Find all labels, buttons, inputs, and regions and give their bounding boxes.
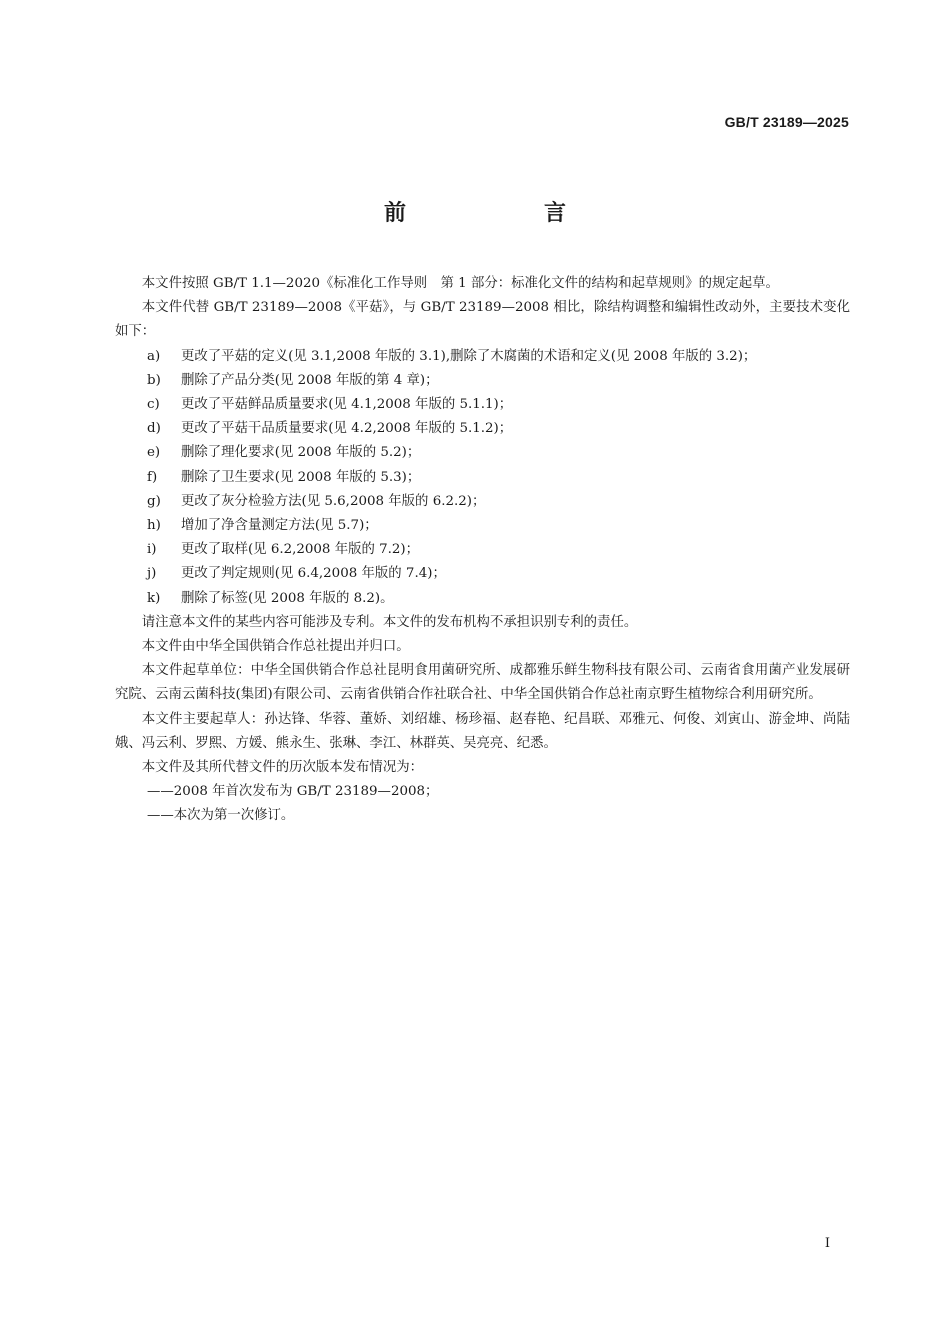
document-body — [115, 272, 850, 829]
paragraph-drafting-units: 本文件起草单位：中华全国供销合作总社昆明食用菌研究所、成都雅乐鲜生物科技有限公司、云南省食用菌产业发展研究院、云南云菌科技(集团)有限公司、云南省供销合作社联合社、中华全国供销合作总社南京野生植物综合利用研究所。 — [115, 663, 850, 703]
list-item: b) 删除了产品分类(见 2008 年版的第 4 章)； — [147, 372, 439, 388]
paragraph-drafters: 本文件主要起草人：孙达锋、华蓉、董娇、刘绍雄、杨珍福、赵春艳、纪昌联、邓雅元、何俊、刘寅山、游金坤、尚陆娥、冯云利、罗熙、方媛、熊永生、张琳、李江、林群英、吴亮亮、纪悉。 — [115, 711, 850, 751]
paragraph-history-intro: 本文件及其所代替文件的历次版本发布情况为： — [141, 760, 423, 776]
list-item: e) 删除了理化要求(见 2008 年版的 5.2)； — [147, 445, 421, 461]
paragraph-proposer: 本文件由中华全国供销合作总社提出并归口。 — [141, 639, 410, 655]
paragraph-replacement: 本文件代替 GB/T 23189—2008《平菇》，与 GB/T 23189—2008 相比，除结构调整和编辑性改动外，主要技术变化如下： — [115, 300, 850, 340]
list-item: k) 删除了标签(见 2008 年版的 8.2)。 — [147, 590, 394, 606]
standard-code: GB/T 23189—2025 — [724, 114, 849, 130]
list-item: f) 删除了卫生要求(见 2008 年版的 5.3)； — [147, 469, 421, 485]
list-item: i) 更改了取样(见 6.2,2008 年版的 7.2)； — [147, 542, 420, 558]
list-item: j) 更改了判定规则(见 6.4,2008 年版的 7.4)； — [147, 566, 446, 582]
change-list — [115, 345, 850, 611]
list-item: g) 更改了灰分检验方法(见 5.6,2008 年版的 6.2.2)； — [147, 493, 486, 509]
history-item: ——2008 年首次发布为 GB/T 23189—2008； — [147, 784, 439, 800]
list-item: h) 增加了净含量测定方法(见 5.7)； — [147, 518, 378, 534]
page-title: 前 言 — [383, 201, 624, 226]
page-number: I — [824, 1236, 830, 1251]
history-item: ——本次为第一次修订。 — [147, 808, 295, 824]
paragraph-patent-notice: 请注意本文件的某些内容可能涉及专利。本文件的发布机构不承担识别专利的责任。 — [141, 614, 638, 630]
paragraph-drafting-rules: 本文件按照 GB/T 1.1—2020《标准化工作导则 第 1 部分：标准化文件的结构和起草规则》的规定起草。 — [141, 276, 779, 291]
list-item: a) 更改了平菇的定义(见 3.1,2008 年版的 3.1),删除了木腐菌的术语和定义(见 2008 年版的 3.2)； — [147, 348, 757, 364]
list-item: d) 更改了平菇干品质量要求(见 4.2,2008 年版的 5.1.2)； — [147, 421, 513, 437]
list-item: c) 更改了平菇鲜品质量要求(见 4.1,2008 年版的 5.1.1)； — [147, 397, 513, 413]
